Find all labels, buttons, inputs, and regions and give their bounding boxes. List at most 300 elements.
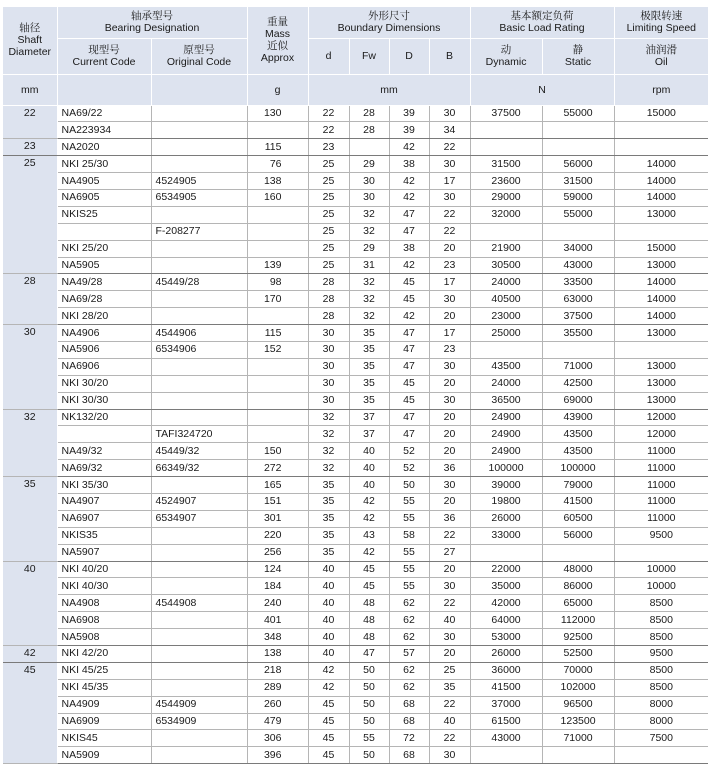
cell-dim-outer-d: 45 — [389, 274, 429, 291]
cell-dim-outer-d: 55 — [389, 493, 429, 510]
header-bearing-designation — [57, 7, 247, 38]
cell-dim-d: 22 — [308, 122, 349, 139]
cell-dim-fw: 42 — [349, 510, 389, 527]
cell-dim-b: 17 — [429, 325, 470, 342]
cell-dim-b: 17 — [429, 274, 470, 291]
cell-dynamic-load — [470, 139, 542, 156]
cell-mass: 260 — [247, 696, 308, 713]
table-row — [3, 477, 708, 494]
cell-shaft-diameter: 28 — [3, 274, 57, 325]
cell-dim-d: 25 — [308, 206, 349, 223]
cell-current-code: NK132/20 — [57, 409, 151, 426]
cell-dynamic-load: 100000 — [470, 460, 542, 477]
cell-static-load: 100000 — [542, 460, 614, 477]
cell-dynamic-load: 24000 — [470, 375, 542, 392]
cell-dim-outer-d: 68 — [389, 747, 429, 764]
cell-dynamic-load: 37500 — [470, 105, 542, 122]
cell-original-code: 66349/32 — [151, 460, 247, 477]
header-boundary-cn: 外形尺寸 — [368, 10, 411, 23]
cell-dim-d: 28 — [308, 291, 349, 308]
header-dim-d: d — [308, 38, 349, 74]
cell-dynamic-load: 39000 — [470, 477, 542, 494]
header-mass-cn2: 近似 — [267, 40, 288, 53]
cell-dim-outer-d: 47 — [389, 341, 429, 358]
cell-dim-b: 22 — [429, 139, 470, 156]
cell-dim-outer-d: 52 — [389, 460, 429, 477]
table-row — [3, 747, 708, 764]
table-row — [3, 156, 708, 173]
cell-static-load: 69000 — [542, 392, 614, 409]
cell-dim-outer-d: 68 — [389, 696, 429, 713]
cell-dim-outer-d: 42 — [389, 308, 429, 325]
cell-static-load: 71000 — [542, 358, 614, 375]
cell-original-code — [151, 561, 247, 578]
cell-mass — [247, 426, 308, 443]
cell-dim-d: 45 — [308, 713, 349, 730]
header-mass-en2: Approx — [260, 52, 295, 65]
header-dynamic-en: Dynamic — [485, 56, 527, 68]
cell-dynamic-load: 40500 — [470, 291, 542, 308]
table-row — [3, 646, 708, 663]
cell-dim-d: 25 — [308, 223, 349, 240]
table-row — [3, 122, 708, 139]
unit-shaft: mm — [3, 74, 57, 105]
cell-mass: 160 — [247, 189, 308, 206]
cell-mass — [247, 206, 308, 223]
cell-current-code: NA4908 — [57, 595, 151, 612]
cell-static-load: 92500 — [542, 629, 614, 646]
cell-original-code — [151, 730, 247, 747]
cell-shaft-diameter: 32 — [3, 409, 57, 477]
cell-static-load: 37500 — [542, 308, 614, 325]
cell-original-code: 45449/28 — [151, 274, 247, 291]
unit-original-empty — [151, 74, 247, 105]
cell-mass: 138 — [247, 173, 308, 190]
cell-oil-speed: 9500 — [614, 527, 708, 544]
cell-original-code — [151, 291, 247, 308]
table-row — [3, 595, 708, 612]
cell-dynamic-load: 61500 — [470, 713, 542, 730]
cell-mass — [247, 375, 308, 392]
cell-oil-speed — [614, 223, 708, 240]
cell-oil-speed: 15000 — [614, 105, 708, 122]
cell-mass — [247, 392, 308, 409]
header-original-cn: 原型号 — [183, 44, 215, 56]
cell-current-code: NKI 40/20 — [57, 561, 151, 578]
cell-dim-d: 30 — [308, 325, 349, 342]
cell-oil-speed: 8500 — [614, 595, 708, 612]
cell-mass: 256 — [247, 544, 308, 561]
cell-dim-b: 30 — [429, 189, 470, 206]
cell-current-code: NKI 42/20 — [57, 646, 151, 663]
cell-dim-b: 40 — [429, 612, 470, 629]
cell-shaft-diameter: 40 — [3, 561, 57, 645]
cell-oil-speed: 8000 — [614, 713, 708, 730]
cell-dim-d: 35 — [308, 544, 349, 561]
cell-dim-fw: 42 — [349, 493, 389, 510]
cell-dim-fw: 32 — [349, 274, 389, 291]
cell-mass: 306 — [247, 730, 308, 747]
cell-dim-b: 30 — [429, 477, 470, 494]
cell-dim-b: 30 — [429, 105, 470, 122]
cell-dynamic-load — [470, 544, 542, 561]
cell-dim-outer-d: 47 — [389, 426, 429, 443]
cell-mass — [247, 122, 308, 139]
cell-oil-speed — [614, 341, 708, 358]
cell-dim-fw: 35 — [349, 358, 389, 375]
cell-mass: 151 — [247, 493, 308, 510]
table-row — [3, 206, 708, 223]
header-basic-load-rating — [470, 7, 614, 38]
cell-oil-speed: 13000 — [614, 392, 708, 409]
cell-static-load: 33500 — [542, 274, 614, 291]
cell-oil-speed — [614, 747, 708, 764]
cell-dynamic-load: 64000 — [470, 612, 542, 629]
table-row — [3, 730, 708, 747]
cell-oil-speed: 13000 — [614, 257, 708, 274]
header-shaft-en1: Shaft — [17, 34, 43, 47]
cell-static-load: 123500 — [542, 713, 614, 730]
cell-original-code: F-208277 — [151, 223, 247, 240]
cell-static-load: 43500 — [542, 443, 614, 460]
cell-dim-fw: 50 — [349, 696, 389, 713]
cell-dynamic-load — [470, 122, 542, 139]
cell-current-code: NA6906 — [57, 358, 151, 375]
cell-current-code: NA69/22 — [57, 105, 151, 122]
cell-dynamic-load: 43000 — [470, 730, 542, 747]
header-original-en: Original Code — [166, 56, 232, 68]
cell-static-load: 48000 — [542, 561, 614, 578]
cell-dim-b: 22 — [429, 730, 470, 747]
cell-dim-b: 20 — [429, 646, 470, 663]
cell-dim-d: 25 — [308, 240, 349, 257]
cell-dim-outer-d: 50 — [389, 477, 429, 494]
table-row — [3, 544, 708, 561]
cell-shaft-diameter: 45 — [3, 662, 57, 763]
cell-dim-outer-d: 72 — [389, 730, 429, 747]
cell-original-code — [151, 646, 247, 663]
header-designation-en: Bearing Designation — [104, 22, 200, 35]
table-row — [3, 105, 708, 122]
cell-dim-outer-d: 52 — [389, 443, 429, 460]
table-row — [3, 375, 708, 392]
cell-mass: 98 — [247, 274, 308, 291]
cell-dynamic-load: 42000 — [470, 595, 542, 612]
cell-dim-fw: 37 — [349, 409, 389, 426]
cell-static-load: 65000 — [542, 595, 614, 612]
unit-load: N — [470, 74, 614, 105]
cell-dim-outer-d: 55 — [389, 561, 429, 578]
cell-oil-speed: 14000 — [614, 274, 708, 291]
cell-dim-b: 36 — [429, 460, 470, 477]
cell-static-load: 41500 — [542, 493, 614, 510]
cell-original-code — [151, 679, 247, 696]
table-row — [3, 612, 708, 629]
cell-static-load: 43000 — [542, 257, 614, 274]
cell-dim-outer-d: 55 — [389, 510, 429, 527]
cell-mass: 138 — [247, 646, 308, 663]
cell-dim-b: 30 — [429, 291, 470, 308]
cell-dim-b: 30 — [429, 629, 470, 646]
cell-dim-d: 45 — [308, 747, 349, 764]
cell-oil-speed: 11000 — [614, 477, 708, 494]
cell-mass: 240 — [247, 595, 308, 612]
cell-current-code: NA4907 — [57, 493, 151, 510]
cell-mass: 124 — [247, 561, 308, 578]
cell-dim-fw: 50 — [349, 679, 389, 696]
cell-oil-speed: 8500 — [614, 612, 708, 629]
cell-dim-fw: 35 — [349, 375, 389, 392]
cell-dim-d: 30 — [308, 341, 349, 358]
cell-oil-speed: 13000 — [614, 206, 708, 223]
header-static — [542, 38, 614, 74]
cell-dim-outer-d: 57 — [389, 646, 429, 663]
table-row — [3, 240, 708, 257]
cell-mass: 115 — [247, 325, 308, 342]
cell-dynamic-load: 19800 — [470, 493, 542, 510]
cell-dim-d: 22 — [308, 105, 349, 122]
cell-dim-fw: 47 — [349, 646, 389, 663]
cell-current-code: NKI 35/30 — [57, 477, 151, 494]
cell-original-code — [151, 308, 247, 325]
cell-oil-speed: 14000 — [614, 156, 708, 173]
cell-dim-d: 25 — [308, 189, 349, 206]
cell-mass — [247, 240, 308, 257]
table-row — [3, 662, 708, 679]
cell-dynamic-load: 26000 — [470, 646, 542, 663]
cell-dynamic-load: 29000 — [470, 189, 542, 206]
cell-dynamic-load: 35000 — [470, 578, 542, 595]
header-speed-en: Limiting Speed — [626, 22, 697, 35]
header-shaft-diameter — [3, 7, 57, 74]
table-row — [3, 139, 708, 156]
cell-dim-d: 25 — [308, 173, 349, 190]
cell-dim-outer-d: 47 — [389, 206, 429, 223]
cell-oil-speed: 14000 — [614, 291, 708, 308]
cell-dim-outer-d: 58 — [389, 527, 429, 544]
cell-original-code — [151, 747, 247, 764]
cell-dim-d: 42 — [308, 662, 349, 679]
cell-original-code: TAFI324720 — [151, 426, 247, 443]
cell-original-code: 4524905 — [151, 173, 247, 190]
cell-static-load: 60500 — [542, 510, 614, 527]
cell-dim-fw: 37 — [349, 426, 389, 443]
header-limiting-speed — [614, 7, 708, 38]
cell-dim-d: 30 — [308, 392, 349, 409]
cell-current-code: NKI 45/35 — [57, 679, 151, 696]
cell-static-load — [542, 747, 614, 764]
cell-dim-fw: 30 — [349, 173, 389, 190]
cell-dynamic-load: 30500 — [470, 257, 542, 274]
cell-dim-outer-d: 38 — [389, 240, 429, 257]
table-row — [3, 325, 708, 342]
cell-dim-fw: 35 — [349, 325, 389, 342]
cell-dim-fw: 55 — [349, 730, 389, 747]
cell-oil-speed: 14000 — [614, 189, 708, 206]
cell-dim-outer-d: 42 — [389, 189, 429, 206]
cell-dim-b: 30 — [429, 156, 470, 173]
cell-mass: 396 — [247, 747, 308, 764]
cell-original-code: 4524907 — [151, 493, 247, 510]
cell-mass: 184 — [247, 578, 308, 595]
cell-dim-b: 23 — [429, 341, 470, 358]
header-current-en: Current Code — [72, 56, 136, 68]
header-shaft-en2: Diameter — [8, 46, 52, 59]
cell-dim-b: 27 — [429, 544, 470, 561]
cell-dim-d: 32 — [308, 460, 349, 477]
cell-dim-d: 40 — [308, 646, 349, 663]
cell-dim-d: 23 — [308, 139, 349, 156]
table-row — [3, 426, 708, 443]
cell-dim-d: 40 — [308, 612, 349, 629]
header-dim-fw: Fw — [349, 38, 389, 74]
cell-dim-b: 23 — [429, 257, 470, 274]
cell-original-code: 4544909 — [151, 696, 247, 713]
cell-dim-d: 25 — [308, 257, 349, 274]
cell-dim-b: 22 — [429, 595, 470, 612]
cell-shaft-diameter: 22 — [3, 105, 57, 139]
header-static-en: Static — [564, 56, 592, 68]
cell-dim-fw: 45 — [349, 561, 389, 578]
cell-mass — [247, 358, 308, 375]
cell-original-code: 6534905 — [151, 189, 247, 206]
cell-current-code: NKI 25/20 — [57, 240, 151, 257]
cell-original-code: 6534909 — [151, 713, 247, 730]
cell-dim-d: 28 — [308, 308, 349, 325]
cell-dim-fw — [349, 139, 389, 156]
cell-dim-fw: 50 — [349, 713, 389, 730]
table-row — [3, 358, 708, 375]
table-row — [3, 308, 708, 325]
cell-current-code: NA2020 — [57, 139, 151, 156]
cell-oil-speed: 14000 — [614, 173, 708, 190]
cell-static-load: 55000 — [542, 105, 614, 122]
cell-current-code: NA5909 — [57, 747, 151, 764]
cell-dim-fw: 40 — [349, 443, 389, 460]
cell-current-code: NA5907 — [57, 544, 151, 561]
unit-mass: g — [247, 74, 308, 105]
cell-dim-d: 25 — [308, 156, 349, 173]
cell-dynamic-load: 41500 — [470, 679, 542, 696]
cell-dim-outer-d: 42 — [389, 139, 429, 156]
cell-oil-speed: 10000 — [614, 561, 708, 578]
cell-dim-fw: 32 — [349, 206, 389, 223]
cell-dynamic-load: 24900 — [470, 443, 542, 460]
cell-current-code: NA5908 — [57, 629, 151, 646]
cell-current-code: NA5905 — [57, 257, 151, 274]
cell-dim-outer-d: 62 — [389, 612, 429, 629]
header-speed-cn: 极限转速 — [640, 10, 683, 23]
cell-static-load: 34000 — [542, 240, 614, 257]
cell-dim-d: 45 — [308, 696, 349, 713]
table-row — [3, 443, 708, 460]
cell-static-load: 43900 — [542, 409, 614, 426]
cell-static-load: 42500 — [542, 375, 614, 392]
header-original-code — [151, 38, 247, 74]
cell-oil-speed: 7500 — [614, 730, 708, 747]
cell-dim-fw: 32 — [349, 291, 389, 308]
cell-mass: 348 — [247, 629, 308, 646]
cell-dim-fw: 31 — [349, 257, 389, 274]
cell-dim-b: 35 — [429, 679, 470, 696]
cell-original-code — [151, 139, 247, 156]
cell-dynamic-load: 53000 — [470, 629, 542, 646]
cell-oil-speed: 12000 — [614, 426, 708, 443]
header-oil-cn: 油润滑 — [645, 44, 678, 56]
cell-dim-b: 20 — [429, 240, 470, 257]
cell-dynamic-load: 32000 — [470, 206, 542, 223]
cell-static-load — [542, 139, 614, 156]
cell-current-code: NKI 30/20 — [57, 375, 151, 392]
cell-static-load: 112000 — [542, 612, 614, 629]
cell-static-load — [542, 223, 614, 240]
cell-original-code: 6534907 — [151, 510, 247, 527]
cell-original-code — [151, 122, 247, 139]
header-dim-outer-d: D — [389, 38, 429, 74]
cell-mass — [247, 223, 308, 240]
header-mass — [247, 7, 308, 74]
cell-original-code — [151, 629, 247, 646]
cell-oil-speed: 13000 — [614, 358, 708, 375]
cell-original-code: 4544908 — [151, 595, 247, 612]
cell-static-load: 79000 — [542, 477, 614, 494]
cell-oil-speed: 12000 — [614, 409, 708, 426]
cell-current-code: NKI 28/20 — [57, 308, 151, 325]
cell-mass: 76 — [247, 156, 308, 173]
cell-dim-d: 42 — [308, 679, 349, 696]
table-row — [3, 291, 708, 308]
table-row — [3, 679, 708, 696]
cell-original-code — [151, 612, 247, 629]
cell-dim-d: 35 — [308, 477, 349, 494]
cell-dim-outer-d: 39 — [389, 122, 429, 139]
cell-original-code — [151, 240, 247, 257]
cell-current-code: NA4906 — [57, 325, 151, 342]
cell-original-code — [151, 206, 247, 223]
cell-oil-speed: 8000 — [614, 696, 708, 713]
header-mass-cn1: 重量 — [267, 16, 288, 29]
header-designation-cn: 轴承型号 — [131, 10, 173, 23]
cell-original-code — [151, 257, 247, 274]
cell-dim-outer-d: 45 — [389, 392, 429, 409]
cell-current-code: NKIS35 — [57, 527, 151, 544]
table-row — [3, 257, 708, 274]
table-row — [3, 173, 708, 190]
header-current-code — [57, 38, 151, 74]
cell-original-code — [151, 156, 247, 173]
header-load-cn: 基本额定负荷 — [510, 10, 574, 23]
cell-original-code — [151, 578, 247, 595]
cell-dim-b: 25 — [429, 662, 470, 679]
cell-dim-b: 22 — [429, 696, 470, 713]
cell-mass: 115 — [247, 139, 308, 156]
cell-dynamic-load: 37000 — [470, 696, 542, 713]
cell-dynamic-load — [470, 223, 542, 240]
cell-dim-outer-d: 47 — [389, 223, 429, 240]
cell-dim-b: 20 — [429, 426, 470, 443]
cell-dim-fw: 43 — [349, 527, 389, 544]
header-oil-en: Oil — [654, 56, 668, 68]
header-boundary-dimensions — [308, 7, 470, 38]
cell-original-code — [151, 409, 247, 426]
cell-dim-d: 35 — [308, 510, 349, 527]
cell-dim-outer-d: 62 — [389, 662, 429, 679]
table-row — [3, 578, 708, 595]
cell-original-code — [151, 105, 247, 122]
cell-dim-d: 35 — [308, 493, 349, 510]
cell-current-code: NA6907 — [57, 510, 151, 527]
header-mass-en: Mass — [264, 28, 291, 41]
